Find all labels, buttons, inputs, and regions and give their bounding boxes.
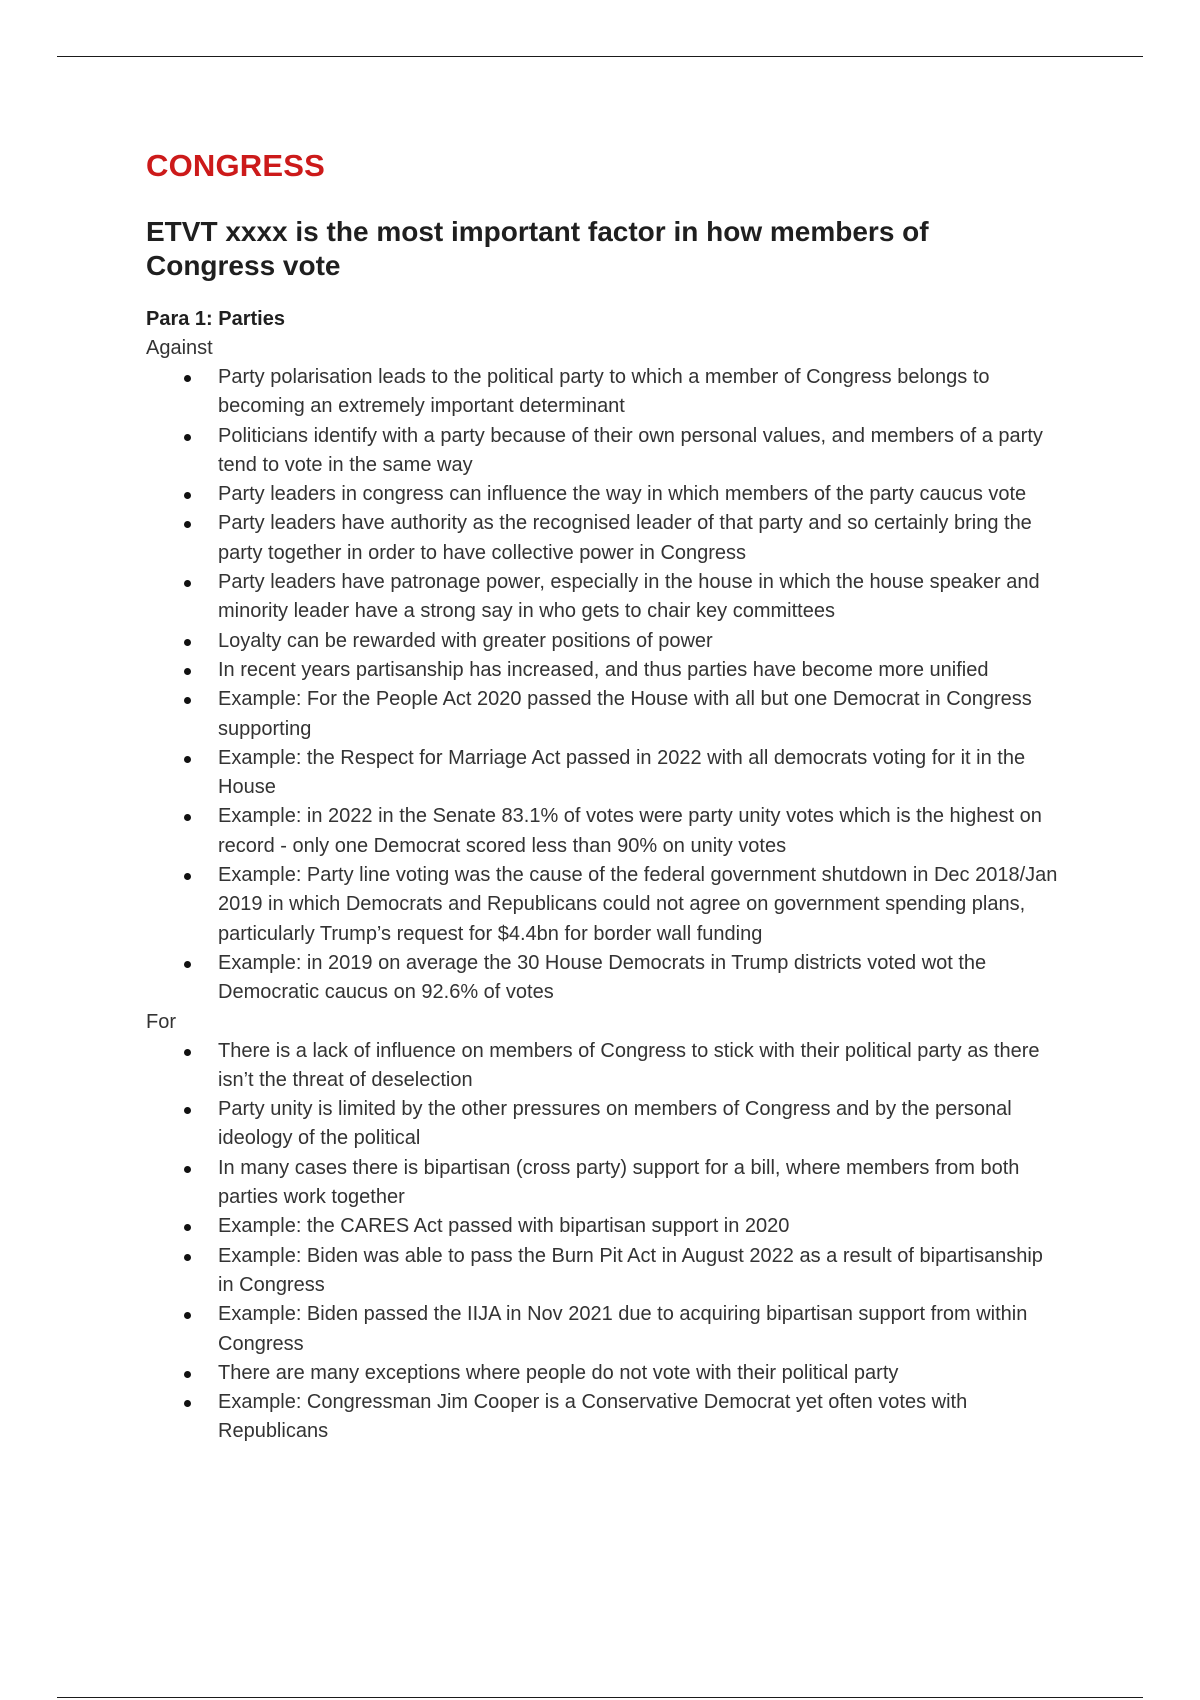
bullet-icon [184,1166,191,1173]
list-item [146,1037,1058,1096]
bullet-icon [184,1224,191,1231]
list-item-text: Example: in 2022 in the Senate 83.1% of votes were party unity votes which is the highest on record - only one Democrat scored less than 90% on unity votes [218,805,1042,857]
bullet-icon [184,580,191,587]
list-item-text: Politicians identify with a party because of their own personal values, and members of a party tend to vote in the same way [218,424,1043,476]
bullet-icon [184,1400,191,1407]
list-item [146,1242,1058,1301]
list-item [146,568,1058,627]
list-item-text: Example: Biden was able to pass the Burn Pit Act in August 2022 as a result of bipartisanship in Congress [218,1244,1043,1296]
para-heading: Para 1: Parties [146,308,285,330]
bullet-icon [184,1049,191,1056]
list-item-text: Example: the Respect for Marriage Act passed in 2022 with all democrats voting for it in the House [218,746,1026,799]
list-item-text: In many cases there is bipartisan (cross party) support for a bill, where members from both parties work together [218,1156,1020,1209]
list-item [146,1154,1058,1213]
bullet-icon [184,961,191,968]
bottom-rule [57,1697,1143,1698]
list-item [146,685,1058,744]
for-label: For [146,1010,176,1033]
list-item-text: Party unity is limited by the other pressures on members of Congress and by the personal ideology of the political [218,1098,1012,1150]
document-title: CONGRESS [146,148,326,183]
list-item [146,627,1058,656]
bullet-icon [184,1371,191,1378]
list-item-text: In recent years partisanship has increased, and thus parties have become more unified [218,658,989,681]
bullet-icon [184,521,191,528]
against-list [146,363,1066,1008]
bullet-icon [184,756,191,763]
list-item [146,656,1058,685]
bullet-icon [184,434,191,441]
list-item [146,1300,1058,1359]
bullet-icon [184,492,191,499]
list-item-text: Loyalty can be rewarded with greater positions of power [218,629,713,652]
for-list [146,1037,1066,1447]
list-item-text: There is a lack of influence on members of Congress to stick with their political party as there isn’t the threat of deselection [218,1039,1040,1091]
bullet-icon [184,639,191,646]
against-label: Against [146,337,213,359]
bullet-icon [184,668,191,675]
list-item [146,509,1058,568]
list-item [146,363,1058,422]
list-item-text: Example: For the People Act 2020 passed the House with all but one Democrat in Congress supporting [218,688,1032,740]
list-item [146,744,1058,803]
list-item-text: Example: Congressman Jim Cooper is a Conservative Democrat yet often votes with Republicans [218,1391,968,1443]
list-item [146,861,1058,949]
list-item [146,480,1058,509]
list-item [146,802,1058,861]
bullet-icon [184,1254,191,1261]
list-item [146,949,1058,1008]
bullet-icon [184,375,191,382]
document-body [146,146,1066,1447]
bullet-icon [184,1312,191,1319]
list-item [146,1212,1058,1241]
bullet-icon [184,873,191,880]
bullet-icon [184,1107,191,1114]
essay-question: ETVT xxxx is the most important factor in how members of Congress vote [146,216,929,281]
list-item-text: Example: in 2019 on average the 30 House Democrats in Trump districts voted wot the Democratic caucus on 92.6% of votes [218,951,987,1004]
list-item [146,1388,1058,1447]
list-item-text: Party polarisation leads to the political party to which a member of Congress belongs to becoming an extremely important determinant [218,366,990,418]
list-item [146,1095,1058,1154]
list-item-text: Party leaders have patronage power, especially in the house in which the house speaker and minority leader have a strong say in who gets to chair key committees [218,571,1040,623]
list-item [146,422,1058,481]
list-item-text: Example: Party line voting was the cause of the federal government shutdown in Dec 2018/Jan 2019 in which Democrats and Republicans could not agree on government spending plans, particularly Trump’s request for $4.4bn for border wall funding [218,864,1058,945]
list-item-text: Example: Biden passed the IIJA in Nov 2021 due to acquiring bipartisan support from within Congress [218,1303,1028,1355]
list-item [146,1359,1058,1388]
list-item-text: Example: the CARES Act passed with bipartisan support in 2020 [218,1215,790,1238]
bullet-icon [184,697,191,704]
bullet-icon [184,814,191,821]
list-item-text: Party leaders have authority as the recognised leader of that party and so certainly bring the party together in order to have collective power in Congress [218,512,1032,564]
top-rule [57,56,1143,57]
list-item-text: Party leaders in congress can influence the way in which members of the party caucus vote [218,483,1027,506]
list-item-text: There are many exceptions where people do not vote with their political party [218,1361,899,1384]
